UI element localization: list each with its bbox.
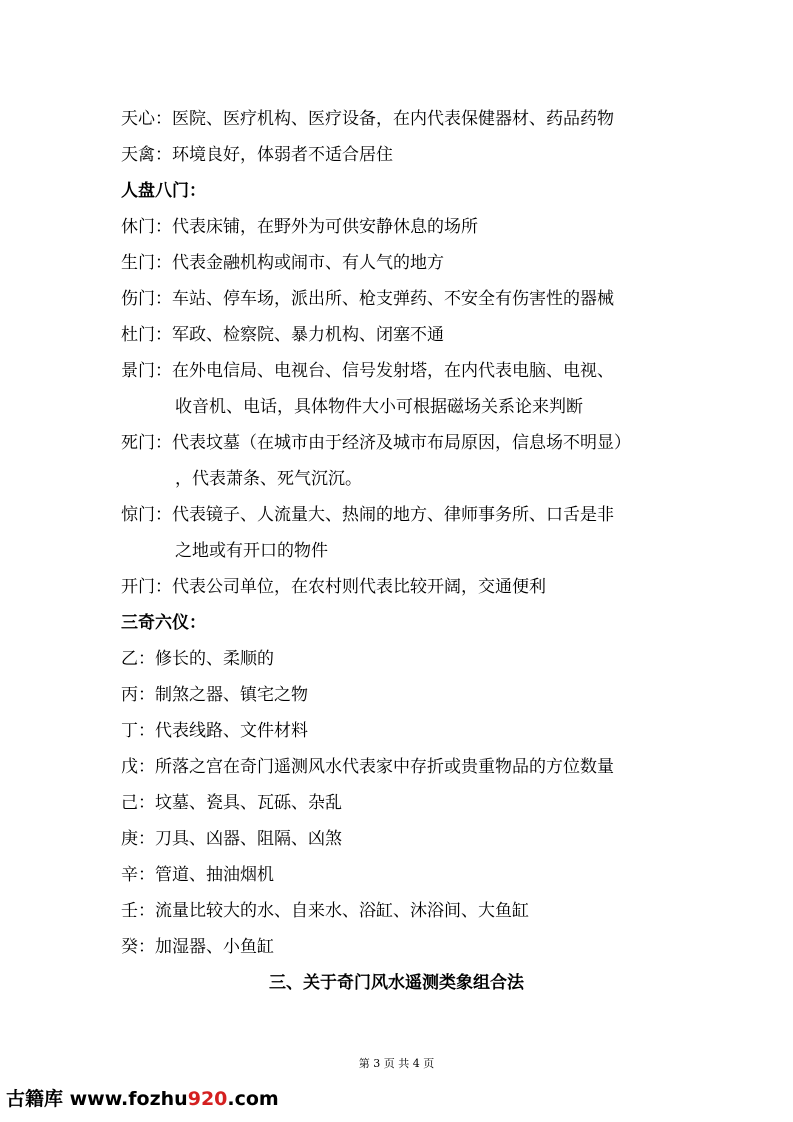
text-line-jingmen-alarm: 惊门：代表镜子、人流量大、热闹的地方、律师事务所、口舌是非 (121, 505, 614, 525)
text-line-yi: 乙：修长的、柔顺的 (121, 649, 274, 669)
watermark-prefix: 古籍库 www.fozhu (6, 1088, 188, 1110)
text-line-bing: 丙：制煞之器、镇宅之物 (121, 685, 308, 705)
section-heading-renpan-bamen: 人盘八门： (121, 181, 206, 201)
watermark (6, 1086, 279, 1112)
text-line-dumen: 杜门：军政、检察院、暴力机构、闭塞不通 (121, 325, 444, 345)
text-line-kaimen: 开门：代表公司单位，在农村则代表比较开阔，交通便利 (121, 577, 546, 597)
section-heading-combination: 三、关于奇门风水遥测类象组合法 (269, 973, 524, 993)
text-line-ren: 壬：流量比较大的水、自来水、浴缸、沐浴间、大鱼缸 (121, 901, 529, 921)
watermark-suffix: .com (227, 1088, 279, 1110)
text-line-wu: 戊：所落之宫在奇门遥测风水代表家中存折或贵重物品的方位数量 (121, 757, 614, 777)
watermark-highlight: 920 (187, 1088, 228, 1110)
text-line-jingmen-scene: 景门：在外电信局、电视台、信号发射塔，在内代表电脑、电视、 (121, 361, 614, 381)
text-line-xin: 辛：管道、抽油烟机 (121, 865, 274, 885)
text-line-tianqin: 天禽：环境良好，体弱者不适合居住 (121, 145, 393, 165)
text-line-simen: 死门：代表坟墓（在城市由于经济及城市布局原因，信息场不明显） (121, 433, 631, 453)
text-line-jingmen-scene-cont: 收音机、电话，具体物件大小可根据磁场关系论来判断 (175, 397, 583, 417)
page-footer: 第 3 页 共 4 页 (358, 1057, 435, 1070)
text-line-ji: 己：坟墓、瓷具、瓦砾、杂乱 (121, 793, 342, 813)
text-line-ding: 丁：代表线路、文件材料 (121, 721, 308, 741)
text-line-shengmen: 生门：代表金融机构或闹市、有人气的地方 (121, 253, 444, 273)
text-line-xiumen: 休门：代表床铺，在野外为可供安静休息的场所 (121, 217, 478, 237)
text-line-geng: 庚：刀具、凶器、阻隔、凶煞 (121, 829, 342, 849)
section-heading-sanqi-liuyi: 三奇六仪： (121, 613, 206, 633)
text-line-shangmen: 伤门：车站、停车场，派出所、枪支弹药、不安全有伤害性的器械 (121, 289, 614, 309)
text-line-tianxin: 天心：医院、医疗机构、医疗设备，在内代表保健器材、药品药物 (121, 109, 614, 129)
text-line-gui: 癸：加湿器、小鱼缸 (121, 937, 274, 957)
text-line-simen-cont: ，代表萧条、死气沉沉。 (175, 469, 362, 489)
text-line-jingmen-alarm-cont: 之地或有开口的物件 (175, 541, 328, 561)
